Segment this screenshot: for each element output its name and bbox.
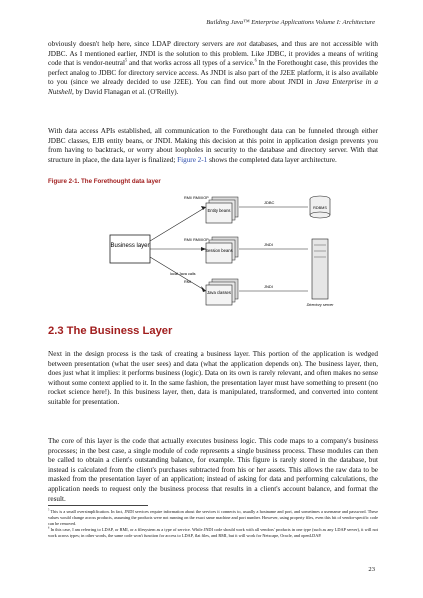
business-layer-box (110, 235, 150, 263)
business-layer-label: Business layer (110, 243, 150, 249)
protocol-label: RMI (184, 280, 191, 284)
svg-text:RDBMS: RDBMS (313, 206, 327, 210)
text-run: With data access APIs established, all communication to the Forethought data can be funneled through either JDBC classes, EJB entity beans, or JNDI. Making this decision at this point in application design prevents you from having to backtrack, or worry about loopholes in security to the database and directory server. With that structure in place, the data layer is finalized; (48, 127, 378, 164)
footnote-ref[interactable]: 5 (125, 57, 128, 63)
svg-text:Session beans: Session beans (205, 248, 233, 253)
api-label: JNDI (264, 242, 273, 247)
footnote (48, 509, 378, 526)
connector (150, 207, 206, 241)
footnote (48, 527, 378, 539)
protocol-label: RMI/ RMI/IIOP (184, 238, 209, 242)
figure-link[interactable]: Figure 2-1 (177, 155, 208, 164)
paragraph: The core of this layer is the code that actually executes business logic. This code maps to a company's business processes; in the best case, a single module of code represents a single business process. These modules can then be called to obtain a client's outstanding balance, for example. This figure is rarely stored in the database, but instead is calculated from the client's purchases subtracted from his or her assets. This allows the raw data to be masked from the presentation layer of an application; instead of asking for data and performing calculations, the application needs to request only the business process that results in a client's account balance, and format the result. (48, 437, 378, 503)
text-run: In the Forethought case, this provides the perfect analog to JDBC for directory service access. As JNDI is also part of the J2EE platform, it is also available to you (since we already decided to use J2EE). You can find out more about JNDI in (48, 59, 378, 87)
footnote-text: In this case, I am referring to LDAP, or RMI, or a filesystem as a type of service. While JNDI code should work with all vendors' products in one type (such as any LDAP server), it will not work across types; in other words, the same code won't function for access to LDAP, flat files, and RMI, but it will work for Netscape, Oracle, and openLDAP. (48, 527, 378, 538)
api-label: JDBC (264, 200, 275, 205)
text-run: obviously doesn't help here, since LDAP directory servers are (48, 40, 238, 48)
directory-server-icon (307, 239, 335, 307)
api-label: JNDI (264, 284, 273, 289)
footnote-mark: 6 (48, 526, 50, 530)
footnote-text: This is a small oversimplification. In fact, JNDI services require information about the services it connects to, usually a hostname and port, and sometimes a username and password. These values would change across products, assuming the products were not running on the exact same machine and port number. However, using property files, even this bit of vendor-specific code can be removed. (48, 509, 378, 526)
protocol-label: local Java calls (170, 272, 196, 276)
database-cylinder (310, 196, 330, 218)
svg-text:Directory server: Directory server (306, 303, 334, 307)
text-run: databases, and thus are not accessible with JDBC. As I mentioned earlier, JNDI is the solution to this problem. Like JDBC, it provides a means of writing code that is vendor-neutral (48, 40, 378, 68)
text-run: , by David Flanagan et al. (O'Reilly). (71, 87, 179, 96)
svg-text:Entity beans: Entity beans (207, 208, 231, 213)
data-layer-diagram (108, 193, 348, 313)
page-number: 23 (368, 566, 375, 573)
footnote-ref[interactable]: 6 (254, 57, 257, 63)
paragraph (48, 127, 378, 165)
paragraph: Next in the design process is the task of creating a business layer. This portion of the application is wedged between presentation (what the user sees) and data (what the application depends on). The business layer, then, does just what it implies: it performs business (logic). Data on its own is rarely relevant, and often makes no sense without some context applied to it. In the same fashion, the presentation layer must have something to present (no rocket science here!). In this business layer, then, data is manipulated, transformed, and converted into content suitable for presentation. (48, 350, 378, 406)
running-header: Building Java™ Enterprise Applications Volume I: Architecture (206, 19, 375, 26)
footnote-rule (48, 505, 148, 506)
session-beans-box (205, 237, 238, 263)
figure-caption: Figure 2-1. The Forethought data layer (48, 178, 161, 185)
paragraph (48, 40, 378, 98)
svg-text:Java classes: Java classes (207, 290, 231, 295)
protocol-label: RMI/ RMI/IIOP (184, 196, 209, 200)
book-title: Java Enterprise in a Nutshell (48, 78, 378, 96)
emphasis: not (237, 40, 247, 48)
java-classes-box (206, 279, 238, 305)
entity-beans-box (206, 197, 238, 223)
text-run: and that works across all types of a service. (127, 59, 255, 68)
text-run: shows the completed data layer architecture. (207, 155, 337, 164)
footnote-mark: 5 (48, 508, 50, 512)
section-heading: 2.3 The Business Layer (48, 325, 173, 337)
